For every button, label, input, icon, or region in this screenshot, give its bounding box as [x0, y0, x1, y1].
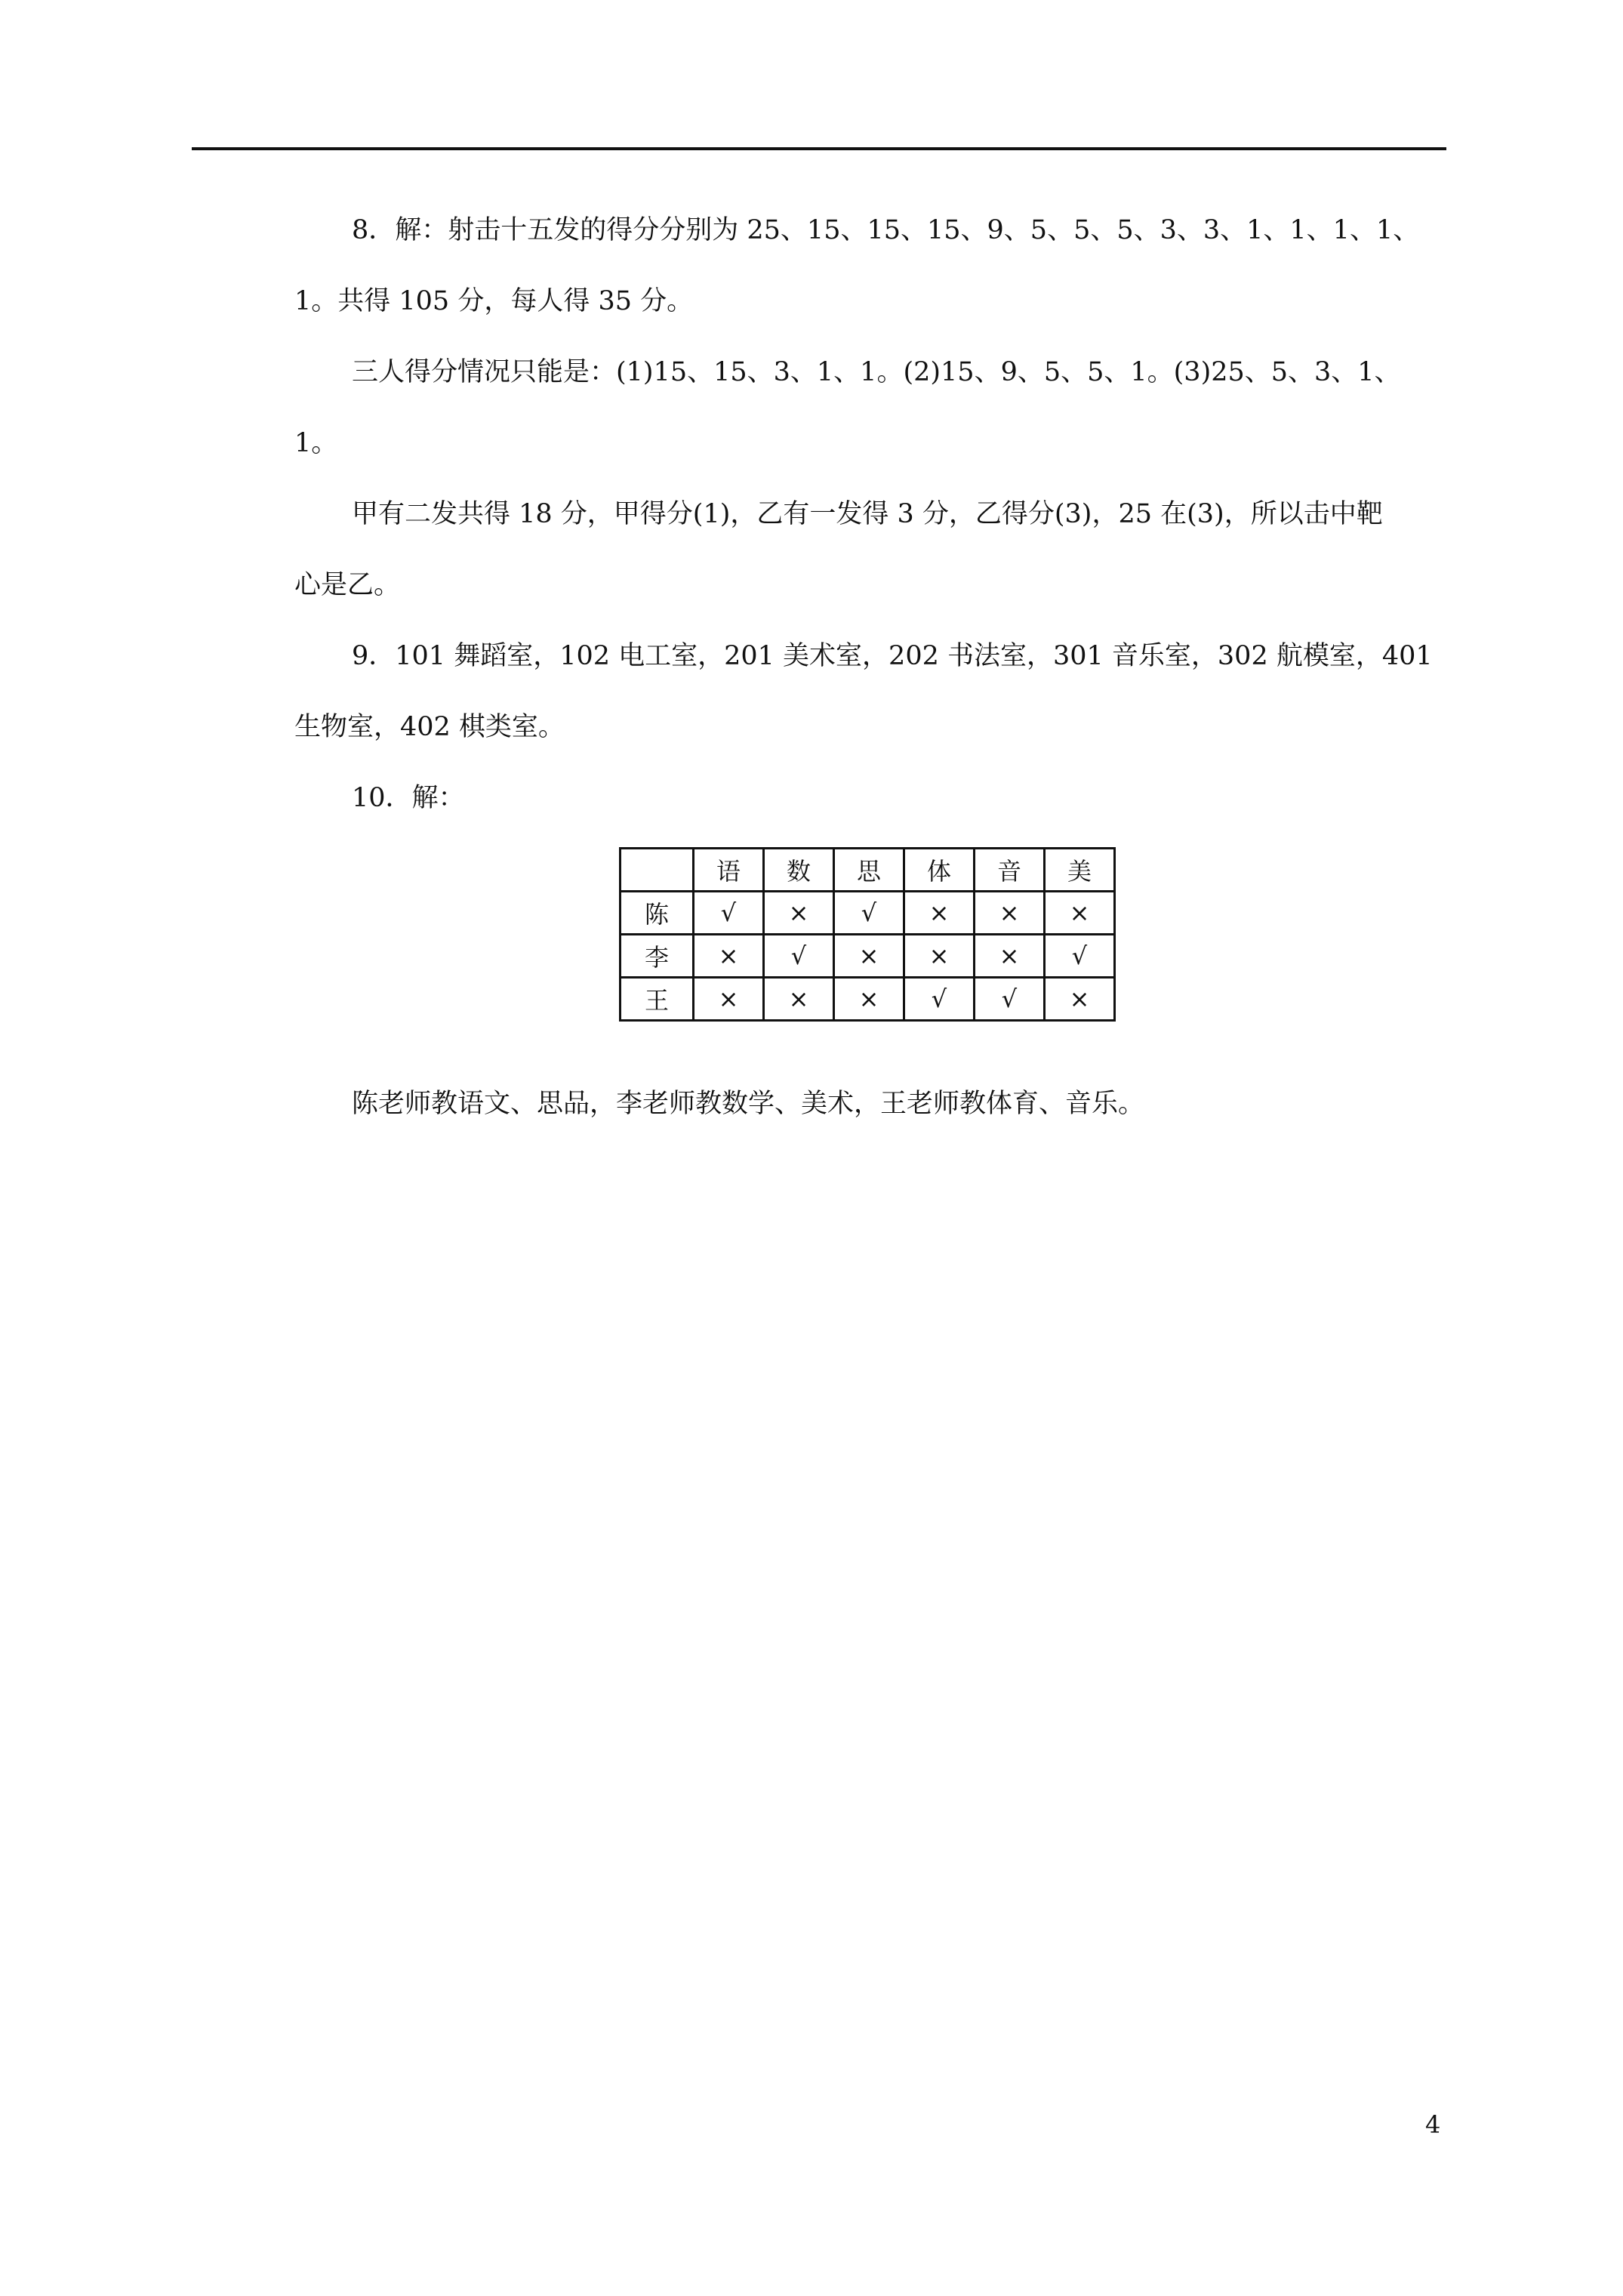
- table-cell: √: [975, 978, 1045, 1021]
- page-content: [296, 195, 1446, 1139]
- column-header: 音: [975, 849, 1045, 892]
- answer-8-line-2: 1。共得 105 分，每人得 35 分。: [294, 286, 694, 316]
- table-row: [621, 935, 1115, 978]
- answer-8-cases-line-2: 1。: [294, 428, 338, 458]
- table-cell: √: [904, 978, 975, 1021]
- table-row: [621, 978, 1115, 1021]
- table-cell: √: [764, 935, 834, 978]
- answer-8-conclusion-line-2: 心是乙。: [294, 570, 401, 600]
- table-cell: ×: [764, 892, 834, 935]
- table-cell: ×: [975, 892, 1045, 935]
- table-cell: ×: [764, 978, 834, 1021]
- page-number: 4: [1425, 2110, 1441, 2139]
- table-cell: √: [1045, 935, 1115, 978]
- table-row: [621, 892, 1115, 935]
- table-corner-cell: [621, 849, 694, 892]
- answer-10-heading: 10．解：: [352, 783, 465, 813]
- column-header: 思: [834, 849, 904, 892]
- row-header: 王: [621, 978, 694, 1021]
- row-header: 李: [621, 935, 694, 978]
- answer-8-conclusion-line-1: 甲有二发共得 18 分，甲得分(1)，乙有一发得 3 分，乙得分(3)，25 在(3)，所以击中靶: [352, 499, 1383, 529]
- table-cell: ×: [834, 935, 904, 978]
- table-cell: ×: [1045, 892, 1115, 935]
- table-cell: ×: [834, 978, 904, 1021]
- table-header-row: [621, 849, 1115, 892]
- table-cell: ×: [694, 978, 764, 1021]
- table-cell: ×: [904, 935, 975, 978]
- row-header: 陈: [621, 892, 694, 935]
- table-cell: ×: [694, 935, 764, 978]
- answer-10-conclusion: 陈老师教语文、思品，李老师教数学、美术，王老师教体育、音乐。: [352, 1089, 1145, 1119]
- table-cell: √: [694, 892, 764, 935]
- table-cell: ×: [904, 892, 975, 935]
- answer-8-cases-line-1: 三人得分情况只能是：(1)15、15、3、1、1。(2)15、9、5、5、1。(3)25、5、3、1、: [352, 357, 1401, 387]
- answer-table-container: [619, 847, 1446, 1022]
- column-header: 语: [694, 849, 764, 892]
- table-cell: ×: [1045, 978, 1115, 1021]
- column-header: 数: [764, 849, 834, 892]
- answer-8-line-1: 8．解：射击十五发的得分分别为 25、15、15、15、9、5、5、5、3、3、1、1、1、1、: [352, 215, 1420, 245]
- answer-9-line-2: 生物室，402 棋类室。: [294, 712, 565, 742]
- header-rule: [192, 147, 1446, 150]
- answer-table: [619, 847, 1116, 1022]
- column-header: 体: [904, 849, 975, 892]
- table-cell: √: [834, 892, 904, 935]
- column-header: 美: [1045, 849, 1115, 892]
- answer-9-line-1: 9．101 舞蹈室，102 电工室，201 美术室，202 书法室，301 音乐室，302 航模室，401: [352, 641, 1433, 671]
- table-cell: ×: [975, 935, 1045, 978]
